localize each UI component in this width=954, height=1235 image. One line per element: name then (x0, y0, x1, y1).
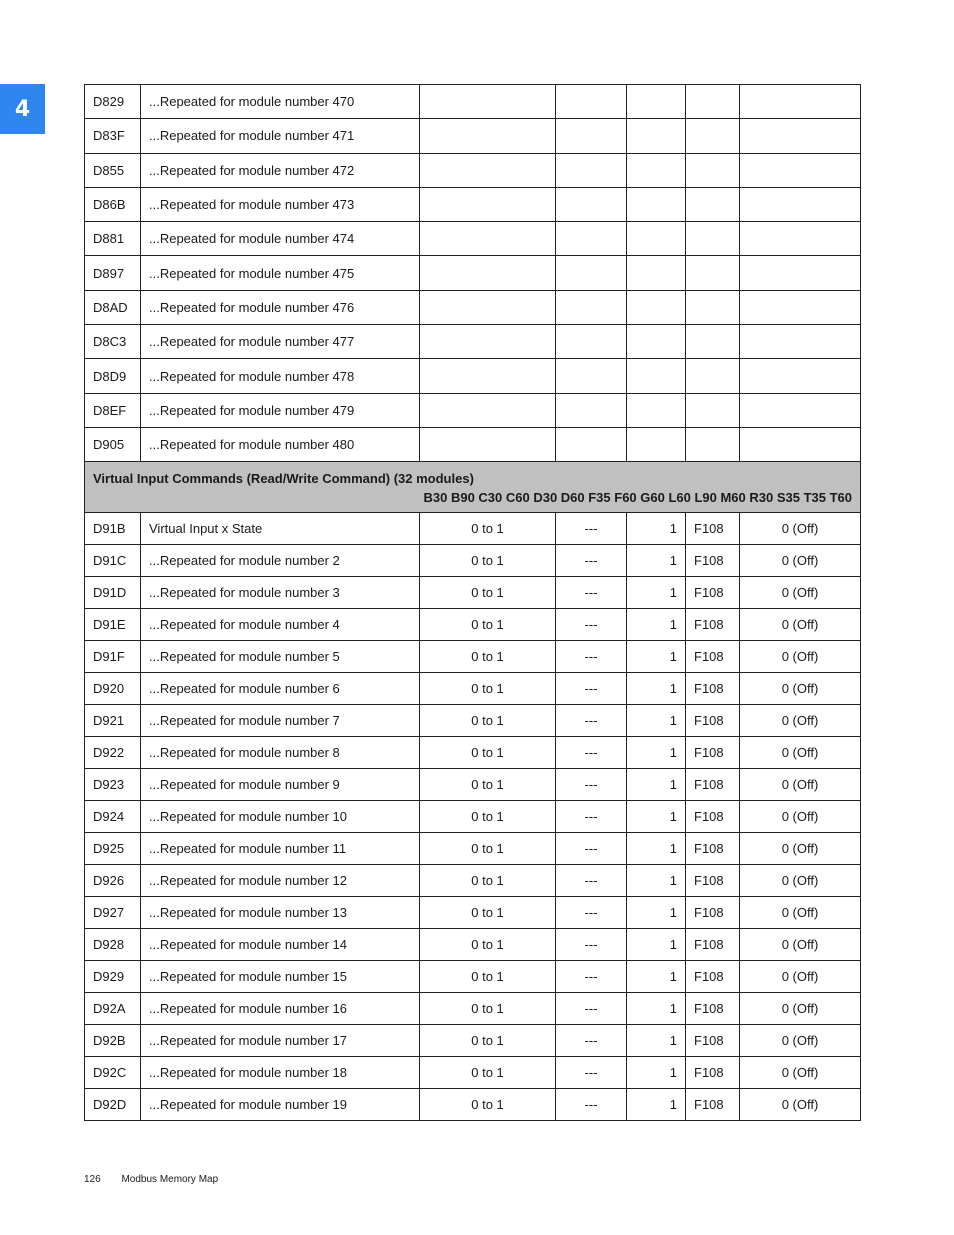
units-cell: --- (556, 609, 627, 641)
units-cell: --- (556, 545, 627, 577)
description-cell: ...Repeated for module number 8 (141, 737, 420, 769)
step-cell: 1 (627, 737, 686, 769)
default-cell: 0 (Off) (740, 513, 861, 545)
step-cell: 1 (627, 833, 686, 865)
description-cell: ...Repeated for module number 480 (141, 427, 420, 461)
step-cell: 1 (627, 545, 686, 577)
units-cell: --- (556, 1057, 627, 1089)
units-cell (556, 153, 627, 187)
page-footer (84, 1174, 218, 1185)
table-row (85, 609, 861, 641)
table-row (85, 290, 861, 324)
default-cell (740, 359, 861, 393)
default-cell (740, 427, 861, 461)
range-cell (420, 222, 556, 256)
range-cell: 0 to 1 (420, 705, 556, 737)
step-cell (627, 427, 686, 461)
range-cell: 0 to 1 (420, 1089, 556, 1121)
format-cell: F108 (686, 865, 740, 897)
description-cell: ...Repeated for module number 473 (141, 187, 420, 221)
units-cell: --- (556, 769, 627, 801)
default-cell: 0 (Off) (740, 897, 861, 929)
units-cell (556, 325, 627, 359)
units-cell: --- (556, 673, 627, 705)
format-cell: F108 (686, 1057, 740, 1089)
address-cell: D929 (85, 961, 141, 993)
format-cell: F108 (686, 961, 740, 993)
description-cell: ...Repeated for module number 5 (141, 641, 420, 673)
address-cell: D91D (85, 577, 141, 609)
format-cell: F108 (686, 513, 740, 545)
units-cell (556, 393, 627, 427)
table-row (85, 427, 861, 461)
address-cell: D8AD (85, 290, 141, 324)
range-cell: 0 to 1 (420, 769, 556, 801)
address-cell: D897 (85, 256, 141, 290)
table-row (85, 673, 861, 705)
default-cell: 0 (Off) (740, 577, 861, 609)
default-cell: 0 (Off) (740, 1057, 861, 1089)
default-cell: 0 (Off) (740, 545, 861, 577)
step-cell: 1 (627, 1025, 686, 1057)
format-cell (686, 393, 740, 427)
description-cell: ...Repeated for module number 472 (141, 153, 420, 187)
range-cell: 0 to 1 (420, 641, 556, 673)
step-cell: 1 (627, 705, 686, 737)
address-cell: D91B (85, 513, 141, 545)
table-row (85, 961, 861, 993)
range-cell (420, 427, 556, 461)
format-cell: F108 (686, 609, 740, 641)
description-cell: ...Repeated for module number 478 (141, 359, 420, 393)
default-cell: 0 (Off) (740, 609, 861, 641)
range-cell: 0 to 1 (420, 609, 556, 641)
default-cell: 0 (Off) (740, 801, 861, 833)
description-cell: ...Repeated for module number 479 (141, 393, 420, 427)
table-row (85, 705, 861, 737)
default-cell: 0 (Off) (740, 833, 861, 865)
format-cell (686, 222, 740, 256)
address-cell: D829 (85, 85, 141, 119)
units-cell: --- (556, 737, 627, 769)
address-cell: D8C3 (85, 325, 141, 359)
footer-section-title: Modbus Memory Map (121, 1174, 219, 1185)
default-cell (740, 256, 861, 290)
units-cell (556, 119, 627, 153)
default-cell (740, 187, 861, 221)
address-cell: D926 (85, 865, 141, 897)
default-cell (740, 222, 861, 256)
format-cell: F108 (686, 545, 740, 577)
chapter-tab: 4 (0, 84, 45, 134)
units-cell: --- (556, 833, 627, 865)
step-cell (627, 290, 686, 324)
format-cell: F108 (686, 1089, 740, 1121)
table-row (85, 513, 861, 545)
description-cell: ...Repeated for module number 6 (141, 673, 420, 705)
description-cell: ...Repeated for module number 17 (141, 1025, 420, 1057)
description-cell: ...Repeated for module number 19 (141, 1089, 420, 1121)
step-cell: 1 (627, 673, 686, 705)
description-cell: ...Repeated for module number 474 (141, 222, 420, 256)
default-cell (740, 153, 861, 187)
description-cell: ...Repeated for module number 12 (141, 865, 420, 897)
address-cell: D920 (85, 673, 141, 705)
default-cell: 0 (Off) (740, 993, 861, 1025)
range-cell: 0 to 1 (420, 929, 556, 961)
address-cell: D855 (85, 153, 141, 187)
description-cell: ...Repeated for module number 10 (141, 801, 420, 833)
units-cell (556, 427, 627, 461)
default-cell (740, 85, 861, 119)
format-cell (686, 119, 740, 153)
step-cell: 1 (627, 577, 686, 609)
format-cell (686, 325, 740, 359)
description-cell: ...Repeated for module number 477 (141, 325, 420, 359)
step-cell: 1 (627, 929, 686, 961)
format-cell: F108 (686, 929, 740, 961)
units-cell: --- (556, 801, 627, 833)
default-cell: 0 (Off) (740, 641, 861, 673)
address-cell: D8EF (85, 393, 141, 427)
units-cell (556, 85, 627, 119)
table-row (85, 737, 861, 769)
table-row (85, 1089, 861, 1121)
memory-map-table (84, 84, 861, 1121)
units-cell: --- (556, 1025, 627, 1057)
section-title: Virtual Input Commands (Read/Write Command) (32 modules) (93, 471, 474, 487)
units-cell (556, 222, 627, 256)
step-cell: 1 (627, 769, 686, 801)
address-cell: D925 (85, 833, 141, 865)
range-cell: 0 to 1 (420, 513, 556, 545)
units-cell: --- (556, 897, 627, 929)
table-row (85, 256, 861, 290)
range-cell: 0 to 1 (420, 1025, 556, 1057)
step-cell: 1 (627, 801, 686, 833)
format-cell: F108 (686, 769, 740, 801)
units-cell (556, 290, 627, 324)
description-cell: ...Repeated for module number 15 (141, 961, 420, 993)
page-number: 126 (84, 1174, 101, 1185)
format-cell: F108 (686, 641, 740, 673)
range-cell (420, 325, 556, 359)
units-cell: --- (556, 577, 627, 609)
section-products: B30 B90 C30 C60 D30 D60 F35 F60 G60 L60 L90 M60 R30 S35 T35 T60 (423, 490, 852, 506)
range-cell: 0 to 1 (420, 673, 556, 705)
format-cell (686, 187, 740, 221)
description-cell: ...Repeated for module number 16 (141, 993, 420, 1025)
range-cell (420, 187, 556, 221)
default-cell (740, 325, 861, 359)
step-cell (627, 153, 686, 187)
format-cell: F108 (686, 993, 740, 1025)
range-cell: 0 to 1 (420, 1057, 556, 1089)
step-cell (627, 359, 686, 393)
step-cell (627, 187, 686, 221)
default-cell: 0 (Off) (740, 705, 861, 737)
units-cell: --- (556, 993, 627, 1025)
range-cell: 0 to 1 (420, 801, 556, 833)
step-cell: 1 (627, 609, 686, 641)
table-row (85, 993, 861, 1025)
step-cell (627, 85, 686, 119)
table-row (85, 929, 861, 961)
format-cell (686, 256, 740, 290)
range-cell: 0 to 1 (420, 577, 556, 609)
step-cell (627, 222, 686, 256)
table-row (85, 769, 861, 801)
section-header-cell (85, 462, 861, 513)
description-cell: ...Repeated for module number 4 (141, 609, 420, 641)
format-cell (686, 359, 740, 393)
description-cell: ...Repeated for module number 13 (141, 897, 420, 929)
format-cell: F108 (686, 737, 740, 769)
step-cell: 1 (627, 1057, 686, 1089)
range-cell: 0 to 1 (420, 961, 556, 993)
description-cell: ...Repeated for module number 2 (141, 545, 420, 577)
default-cell: 0 (Off) (740, 1025, 861, 1057)
step-cell: 1 (627, 993, 686, 1025)
default-cell: 0 (Off) (740, 1089, 861, 1121)
range-cell: 0 to 1 (420, 865, 556, 897)
units-cell (556, 256, 627, 290)
description-cell: ...Repeated for module number 14 (141, 929, 420, 961)
address-cell: D921 (85, 705, 141, 737)
address-cell: D83F (85, 119, 141, 153)
units-cell: --- (556, 961, 627, 993)
range-cell: 0 to 1 (420, 993, 556, 1025)
format-cell (686, 153, 740, 187)
table-row (85, 187, 861, 221)
table-row (85, 1025, 861, 1057)
format-cell: F108 (686, 801, 740, 833)
table-row (85, 325, 861, 359)
table-row (85, 545, 861, 577)
step-cell (627, 393, 686, 427)
table-row (85, 119, 861, 153)
step-cell: 1 (627, 897, 686, 929)
range-cell: 0 to 1 (420, 545, 556, 577)
description-cell: ...Repeated for module number 11 (141, 833, 420, 865)
address-cell: D928 (85, 929, 141, 961)
default-cell (740, 119, 861, 153)
step-cell: 1 (627, 641, 686, 673)
format-cell: F108 (686, 705, 740, 737)
description-cell: Virtual Input x State (141, 513, 420, 545)
table-row (85, 85, 861, 119)
description-cell: ...Repeated for module number 471 (141, 119, 420, 153)
address-cell: D923 (85, 769, 141, 801)
range-cell: 0 to 1 (420, 897, 556, 929)
table-row (85, 641, 861, 673)
range-cell (420, 256, 556, 290)
description-cell: ...Repeated for module number 9 (141, 769, 420, 801)
address-cell: D91C (85, 545, 141, 577)
section-header-row (85, 462, 861, 513)
address-cell: D91E (85, 609, 141, 641)
default-cell: 0 (Off) (740, 737, 861, 769)
default-cell (740, 393, 861, 427)
address-cell: D92C (85, 1057, 141, 1089)
table-row (85, 222, 861, 256)
default-cell: 0 (Off) (740, 769, 861, 801)
address-cell: D92B (85, 1025, 141, 1057)
step-cell (627, 119, 686, 153)
repeated-modules-rows (85, 85, 861, 462)
step-cell (627, 325, 686, 359)
address-cell: D8D9 (85, 359, 141, 393)
range-cell: 0 to 1 (420, 833, 556, 865)
step-cell: 1 (627, 513, 686, 545)
address-cell: D92A (85, 993, 141, 1025)
units-cell (556, 359, 627, 393)
units-cell: --- (556, 929, 627, 961)
step-cell: 1 (627, 865, 686, 897)
description-cell: ...Repeated for module number 18 (141, 1057, 420, 1089)
format-cell (686, 427, 740, 461)
description-cell: ...Repeated for module number 476 (141, 290, 420, 324)
address-cell: D927 (85, 897, 141, 929)
default-cell: 0 (Off) (740, 673, 861, 705)
virtual-input-rows (85, 513, 861, 1121)
default-cell: 0 (Off) (740, 929, 861, 961)
table-row (85, 833, 861, 865)
range-cell (420, 153, 556, 187)
table-row (85, 153, 861, 187)
default-cell (740, 290, 861, 324)
range-cell (420, 359, 556, 393)
units-cell (556, 187, 627, 221)
address-cell: D86B (85, 187, 141, 221)
units-cell: --- (556, 513, 627, 545)
address-cell: D881 (85, 222, 141, 256)
description-cell: ...Repeated for module number 7 (141, 705, 420, 737)
units-cell: --- (556, 641, 627, 673)
range-cell: 0 to 1 (420, 737, 556, 769)
units-cell: --- (556, 1089, 627, 1121)
description-cell: ...Repeated for module number 475 (141, 256, 420, 290)
step-cell: 1 (627, 1089, 686, 1121)
format-cell: F108 (686, 673, 740, 705)
table-row (85, 577, 861, 609)
table-row (85, 897, 861, 929)
range-cell (420, 290, 556, 324)
format-cell: F108 (686, 833, 740, 865)
description-cell: ...Repeated for module number 470 (141, 85, 420, 119)
step-cell: 1 (627, 961, 686, 993)
address-cell: D92D (85, 1089, 141, 1121)
units-cell: --- (556, 865, 627, 897)
table-row (85, 1057, 861, 1089)
step-cell (627, 256, 686, 290)
table-row (85, 359, 861, 393)
format-cell (686, 85, 740, 119)
table-row (85, 865, 861, 897)
range-cell (420, 393, 556, 427)
format-cell: F108 (686, 897, 740, 929)
format-cell: F108 (686, 1025, 740, 1057)
address-cell: D905 (85, 427, 141, 461)
table-row (85, 393, 861, 427)
format-cell (686, 290, 740, 324)
default-cell: 0 (Off) (740, 865, 861, 897)
range-cell (420, 119, 556, 153)
description-cell: ...Repeated for module number 3 (141, 577, 420, 609)
table-row (85, 801, 861, 833)
default-cell: 0 (Off) (740, 961, 861, 993)
range-cell (420, 85, 556, 119)
address-cell: D922 (85, 737, 141, 769)
address-cell: D924 (85, 801, 141, 833)
address-cell: D91F (85, 641, 141, 673)
units-cell: --- (556, 705, 627, 737)
format-cell: F108 (686, 577, 740, 609)
